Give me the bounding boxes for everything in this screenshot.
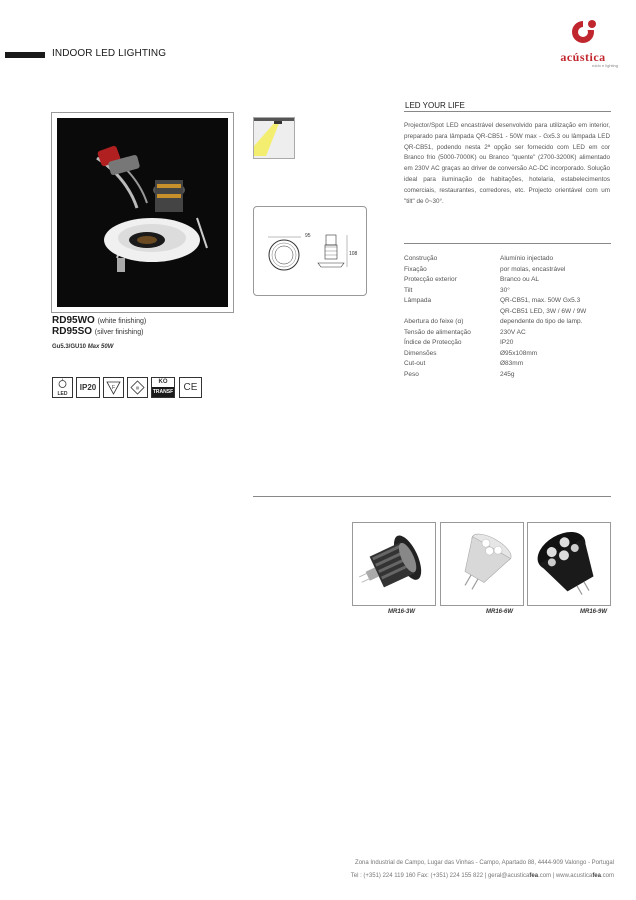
spec-row [404,307,614,318]
spec-row [404,286,614,297]
beam-angle-icon [253,117,295,159]
led-label: LED [57,391,68,397]
product-code-silver [52,326,143,337]
lamp-image-mr16-3w [352,522,436,606]
light-beam-icon [254,118,294,158]
height-label: 108 [349,251,358,257]
spec-row [404,275,614,286]
spec-row [404,349,614,360]
spec-row [404,370,614,381]
lamp-caption: MR16-9W [580,609,608,615]
spec-row [404,338,614,349]
product-code-white [52,315,146,326]
product-lamp-spec [52,344,113,350]
spec-row [404,265,614,276]
page-category-title: INDOOR LED LIGHTING [52,48,167,59]
footer-web-prefix: .com | www.acustica [538,873,593,879]
spec-label: Lâmpada [404,297,432,304]
class-iii-icon [127,377,148,398]
spec-row [404,359,614,370]
spec-divider [404,243,611,244]
mr16-silver-lamp-icon [441,523,523,605]
header-bar [5,52,45,58]
spec-label: Abertura do feixe (α) [404,318,464,325]
product-description: Projector/Spot LED encastrável desenvolvido para utilização em interior, preparado para lâmpada QR-CB51 - 50W max - Gx5.3 ou lâmpada LED QR-CB51, podendo nesta 2ª opção ser fornecido com LED em cor Branco frio (5000-7000K) ou Branco "quente" (2700-3200K) alimentado em 230V AC graças ao driver de conversão AC-DC incorporado. Solução ideal para iluminação de habitações, hotelaria, estabelecimentos comerciais, restaurantes, corredores, etc. Projecto orientável com um "tilt" de 0~30°. [404,122,610,205]
ip20-cert-icon: IP20 [76,377,100,398]
led-bulb-icon [53,378,72,389]
product-finish: (white finishing) [97,318,147,325]
transf-label: TRANSF [152,389,174,395]
triangle-f-icon [104,378,123,397]
logo-wordmark: acústica [560,50,606,64]
spec-table [404,254,614,380]
spec-label [404,307,500,318]
lamp-image-mr16-9w [527,522,611,606]
product-photo-frame [51,112,234,313]
product-code: RD95WO [52,315,95,326]
section-divider [404,111,611,112]
spec-label: Construção [404,255,438,262]
lamp-image-mr16-6w [440,522,524,606]
spec-label: Peso [404,370,419,378]
spec-value: dependente do tipo de lamp. [500,318,583,325]
footer-address: Zona Industrial de Campo, Lugar das Vinhas - Campo, Apartado 88, 4444-909 Valongo - Portugal [355,860,614,866]
product-photo [57,118,228,307]
logo-tagline: ruido e lighting [591,63,618,68]
spec-row [404,254,614,265]
spec-value: IP20 [500,339,514,346]
class-iii-label: III [135,385,140,391]
spec-row [404,328,614,339]
mr16-dark-lamp-icon [353,523,435,605]
spec-label: Cut-out [404,360,426,367]
diamond-iii-icon [128,378,147,397]
lamp-max-power: Max 50W [87,344,114,350]
mr16-black-lamp-icon [528,523,610,605]
footer-phone-email: Tel : (+351) 224 119 160 Fax: (+351) 224 155 822 | geral@acustica [350,873,530,879]
dimension-drawing [253,206,367,296]
lamp-base: Gu5.3/GU10 [52,344,87,350]
footer-contacts [351,873,614,879]
spec-value: Branco ou AL [500,276,540,283]
footer-brand-fragment: fea [592,873,601,879]
f-mark-icon [103,377,124,398]
product-code: RD95SO [52,326,93,337]
spec-label: Tilt [404,286,413,294]
lamp-caption: MR16-3W [388,609,416,615]
section-title: LED YOUR LIFE [405,101,465,110]
spec-label: Protecção exterior [404,276,457,283]
ko-label: KO [158,379,168,385]
spec-value: 245g [500,370,515,378]
ce-mark-icon: CE [179,377,202,398]
spec-value: 30° [500,286,510,294]
spec-value: Ø95x108mm [500,349,538,357]
footer-brand-fragment: fea [529,873,539,879]
spec-value: QR-CB51 LED, 3W / 6W / 9W [500,307,587,315]
downlight-illustration [57,118,228,307]
spec-label: Tensão de alimentação [404,328,471,336]
spec-value: Ø83mm [500,360,524,367]
footer-web-suffix: .com [600,873,614,879]
ko-transf-icon [151,377,175,398]
spec-label: Dimensões [404,349,437,357]
diameter-label: 95 [305,233,311,239]
dimension-diagram [254,207,366,295]
spec-label: Índice de Protecção [404,339,462,346]
spec-value: 230V AC [500,328,526,336]
spec-row [404,317,614,328]
lamp-caption: MR16-6W [486,609,514,615]
product-finish: (silver finishing) [94,329,144,336]
spec-value: por molas, encastrável [500,265,566,273]
f-mark-label: F [111,385,116,391]
spec-value: Alumínio injectado [500,255,554,262]
spec-value: QR-CB51, max. 50W Gx5.3 [500,297,581,304]
led-cert-icon [52,377,73,398]
spec-row [404,296,614,307]
spec-label: Fixação [404,265,427,273]
lamps-divider [253,496,611,497]
